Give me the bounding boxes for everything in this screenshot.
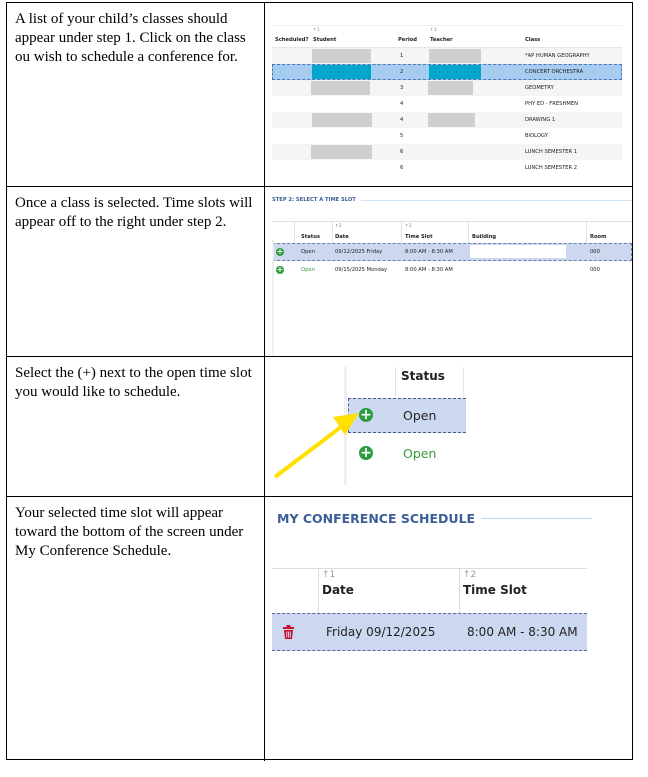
time-slot-header	[272, 221, 632, 243]
period-cell: 2	[400, 69, 404, 75]
schedule-header	[272, 568, 587, 614]
time-slot-cell: 8:00 AM - 8:30 AM	[405, 267, 453, 273]
period-cell: 6	[400, 165, 404, 171]
redacted-teacher	[428, 81, 473, 95]
class-cell: *AP HUMAN GEOGRAPHY	[525, 53, 590, 59]
add-slot-icon[interactable]: +	[276, 265, 284, 274]
redacted-student	[312, 65, 371, 79]
date-cell: 09/15/2025 Monday	[335, 267, 388, 273]
redacted-teacher	[429, 49, 481, 63]
add-slot-icon[interactable]: +	[360, 445, 372, 461]
col-room[interactable]: Room	[590, 234, 607, 240]
title-divider	[361, 200, 632, 201]
class-row[interactable]	[272, 144, 622, 160]
instruction-row-step1	[7, 3, 632, 187]
redacted-student	[312, 49, 371, 63]
col-time-slot[interactable]: Time Slot	[463, 583, 527, 597]
column-divider	[586, 222, 587, 243]
col-period[interactable]: Period	[398, 37, 417, 43]
class-cell: GEOMETRY	[525, 85, 554, 91]
class-cell: LUNCH SEMESTER 1	[525, 149, 578, 155]
column-divider	[294, 222, 295, 243]
column-divider	[395, 367, 396, 397]
instruction-text: Select the (+) next to the open time slot you would like to schedule.	[7, 357, 265, 496]
room-cell: 000	[590, 249, 600, 255]
trash-icon[interactable]	[283, 625, 294, 639]
class-cell: PHY ED - FRESHMEN	[525, 101, 578, 107]
column-divider	[468, 222, 469, 243]
step2-screenshot	[265, 187, 632, 356]
redacted-teacher	[429, 65, 481, 79]
status-cell: Open	[403, 408, 437, 423]
yellow-arrow-icon	[265, 357, 385, 496]
column-divider	[401, 222, 402, 243]
instruction-row-step3	[7, 357, 632, 497]
column-divider	[318, 569, 319, 614]
col-student[interactable]: Student	[313, 37, 337, 43]
col-status[interactable]: Status	[301, 234, 320, 240]
redacted-teacher	[428, 113, 475, 127]
class-cell: LUNCH SEMESTER 2	[525, 165, 578, 171]
class-row[interactable]	[272, 96, 622, 112]
date-cell: Friday 09/12/2025	[326, 625, 436, 639]
step2-title	[272, 197, 632, 203]
schedule-row[interactable]	[272, 613, 587, 651]
room-cell: 000	[590, 267, 600, 273]
col-teacher[interactable]: Teacher	[430, 37, 453, 43]
time-slot-cell: 8:00 AM - 8:30 AM	[467, 625, 578, 639]
class-row-selected[interactable]	[272, 64, 622, 80]
class-row[interactable]	[272, 80, 622, 96]
status-cell: Open	[301, 267, 315, 273]
step2-title-text: STEP 2: SELECT A TIME SLOT	[272, 197, 356, 203]
time-slot-row-selected[interactable]	[272, 243, 632, 261]
schedule-title-text: MY CONFERENCE SCHEDULE	[277, 511, 476, 526]
sort-indicator: ↑1	[322, 570, 336, 580]
add-slot-icon[interactable]: +	[276, 247, 284, 256]
period-cell: 3	[400, 85, 404, 91]
instruction-text: Once a class is selected. Time slots will appear off to the right under step 2.	[7, 187, 265, 356]
period-cell: 4	[400, 101, 404, 107]
instruction-row-step2	[7, 187, 632, 357]
sort-indicator: ↑2	[463, 570, 477, 580]
title-divider	[481, 518, 592, 519]
col-time-slot[interactable]: Time Slot	[405, 234, 433, 240]
col-date[interactable]: Date	[322, 583, 354, 597]
class-list-table	[272, 25, 622, 176]
add-slot-icon[interactable]: +	[360, 407, 372, 423]
sort-indicator: ↑2	[335, 224, 342, 229]
class-cell: CONCERT ORCHESTRA	[525, 69, 584, 75]
col-building[interactable]: Building	[472, 234, 497, 240]
instruction-table	[6, 2, 633, 760]
class-cell: BIOLOGY	[525, 133, 548, 139]
col-scheduled[interactable]: Scheduled?	[275, 37, 309, 43]
redacted-student	[312, 113, 372, 127]
step1-screenshot	[265, 3, 632, 186]
instruction-row-step4	[7, 497, 632, 761]
column-divider	[463, 367, 464, 397]
col-class[interactable]: Class	[525, 37, 541, 43]
time-slot-row[interactable]	[272, 261, 632, 279]
sort-indicator: ↑3	[405, 224, 412, 229]
class-row[interactable]	[272, 128, 622, 144]
class-row[interactable]	[272, 48, 622, 64]
sort-indicator: ↑3	[430, 28, 437, 33]
redacted-student	[311, 145, 372, 159]
class-row[interactable]	[272, 160, 622, 176]
column-divider	[459, 569, 460, 614]
class-row[interactable]	[272, 112, 622, 128]
class-cell: DRAWING 1	[525, 117, 556, 123]
instruction-text: A list of your child’s classes should appear under step 1. Click on the class ou wish to schedule a conference for.	[7, 3, 265, 186]
redacted-student	[311, 81, 370, 95]
sort-indicator: ↑1	[313, 28, 320, 33]
column-divider	[332, 222, 333, 243]
step4-screenshot	[265, 497, 632, 761]
period-cell: 4	[400, 117, 404, 123]
class-list-header	[272, 25, 622, 48]
time-slot-cell: 8:00 AM - 8:30 AM	[405, 249, 453, 255]
instruction-text: Your selected time slot will appear toward the bottom of the screen under My Conference Schedule.	[7, 497, 265, 761]
date-cell: 09/12/2025 Friday	[335, 249, 383, 255]
scroll-gutter	[272, 240, 274, 355]
status-cell: Open	[403, 446, 437, 461]
period-cell: 5	[400, 133, 404, 139]
status-cell: Open	[301, 249, 315, 255]
period-cell: 1	[400, 53, 404, 59]
schedule-title	[277, 511, 592, 526]
col-status[interactable]: Status	[401, 369, 445, 383]
time-slot-panel	[272, 197, 632, 279]
period-cell: 6	[400, 149, 404, 155]
col-date[interactable]: Date	[335, 234, 349, 240]
building-cell	[470, 245, 566, 258]
step3-screenshot	[265, 357, 632, 496]
